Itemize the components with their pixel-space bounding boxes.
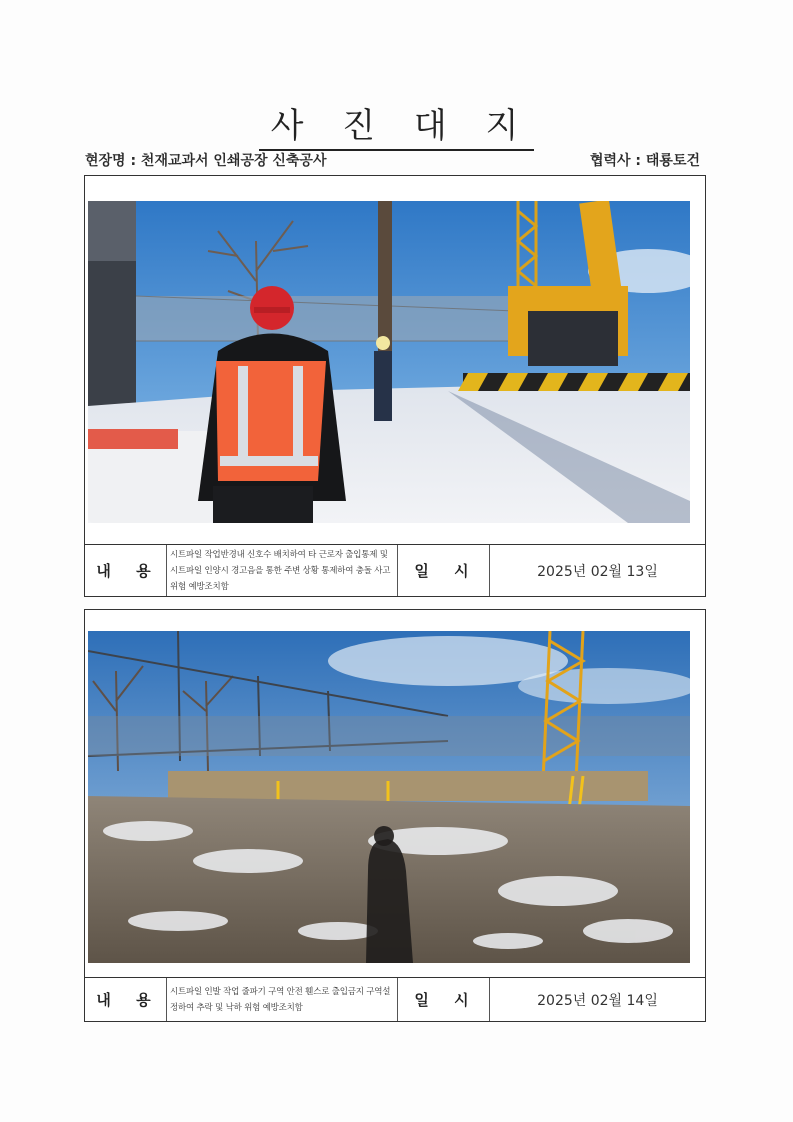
date-label: 일 시 xyxy=(398,545,490,596)
entry-info-1 xyxy=(85,544,705,596)
photo-card-1 xyxy=(84,175,706,597)
site-name: 현장명 : 천재교과서 인쇄공장 신축공사 xyxy=(85,153,327,169)
content-text: 시트파일 작업반경내 신호수 배치하여 타 근로자 출입통제 및 시트파일 인양시 경고음을 통한 주변 상황 통제하여 충돌 사고 위험 예방조치함 xyxy=(167,545,398,596)
entry-info-2 xyxy=(85,977,705,1021)
date-value: 2025년 02월 13일 xyxy=(537,563,658,580)
content-text: 시트파일 인발 작업 줄파기 구역 안전 휀스로 출입금지 구역설정하여 추락 및 낙하 위험 예방조치함 xyxy=(167,978,398,1021)
contractor-name: 협력사 : 태룡토건 xyxy=(589,153,700,169)
date-label: 일 시 xyxy=(398,978,490,1021)
photo-card-2 xyxy=(84,609,706,1022)
document-title: 사 진 대 지 xyxy=(0,98,793,151)
content-label: 내 용 xyxy=(85,545,167,596)
site-photo-2 xyxy=(88,631,690,963)
date-value: 2025년 02월 14일 xyxy=(537,992,658,1009)
content-label: 내 용 xyxy=(85,978,167,1021)
site-photo-1 xyxy=(88,201,690,523)
